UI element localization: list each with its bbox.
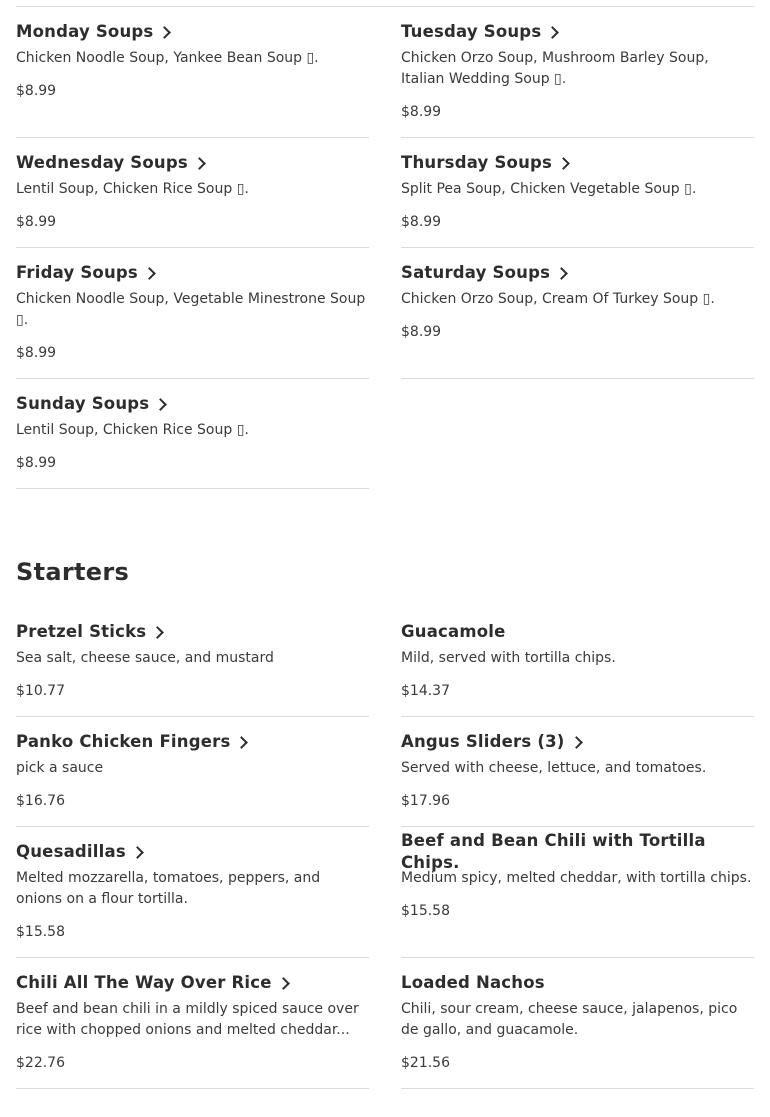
menu-item-angus-sliders[interactable] bbox=[401, 717, 754, 827]
menu-item-price: $16.76 bbox=[16, 793, 65, 809]
menu-item-title[interactable]: Wednesday Soups bbox=[16, 152, 369, 174]
menu-item-description: Chicken Orzo Soup, Mushroom Barley Soup, Italian Wedding Soup ▯. bbox=[401, 50, 709, 87]
menu-item-description: Chili, sour cream, cheese sauce, jalapenos, pico de gallo, and guacamole. bbox=[401, 1001, 738, 1038]
menu-item-saturday-soups[interactable] bbox=[401, 248, 754, 379]
menu-item-description: Split Pea Soup, Chicken Vegetable Soup ▯. bbox=[401, 181, 697, 197]
menu-item-price: $8.99 bbox=[401, 104, 442, 120]
chevron-right-icon bbox=[159, 26, 172, 39]
menu-item-price: $21.56 bbox=[401, 1055, 450, 1071]
menu-item-friday-soups[interactable] bbox=[16, 248, 369, 379]
menu-item-title[interactable]: Thursday Soups bbox=[401, 152, 754, 174]
menu-item-sunday-soups[interactable] bbox=[16, 379, 369, 489]
menu-item-price: $8.99 bbox=[16, 345, 57, 361]
menu-item-pretzel-sticks[interactable] bbox=[16, 607, 369, 717]
menu-item-description: Lentil Soup, Chicken Rice Soup ▯. bbox=[16, 181, 249, 197]
starters-grid bbox=[16, 607, 754, 1089]
menu-item-price: $8.99 bbox=[16, 83, 57, 99]
chevron-right-icon bbox=[546, 26, 559, 39]
menu-item-description: Beef and bean chili in a mildly spiced sauce over rice with chopped onions and melted cheddar... bbox=[16, 1001, 359, 1038]
menu-item-panko-chicken-fingers[interactable] bbox=[16, 717, 369, 827]
menu-item-price: $8.99 bbox=[401, 324, 442, 340]
menu-item-wednesday-soups[interactable] bbox=[16, 138, 369, 248]
menu-item-title[interactable]: Beef and Bean Chili with Tortilla Chips. bbox=[401, 831, 706, 872]
menu-item-title[interactable]: Tuesday Soups bbox=[401, 21, 754, 43]
menu-item-description: Lentil Soup, Chicken Rice Soup ▯. bbox=[16, 422, 249, 438]
menu-item-chili-over-rice[interactable] bbox=[16, 958, 369, 1089]
soups-grid bbox=[16, 6, 754, 489]
menu-item-title[interactable]: Friday Soups bbox=[16, 262, 369, 284]
menu-item-title[interactable]: Pretzel Sticks bbox=[16, 621, 369, 643]
menu-item-price: $8.99 bbox=[16, 214, 57, 230]
menu-item-description: pick a sauce bbox=[16, 760, 104, 776]
menu-item-monday-soups[interactable] bbox=[16, 7, 369, 138]
menu-item-price: $15.58 bbox=[401, 903, 450, 919]
chevron-right-icon bbox=[277, 977, 290, 990]
menu-item-price: $10.77 bbox=[16, 683, 65, 699]
menu-item-tuesday-soups[interactable] bbox=[401, 7, 754, 138]
menu-item-quesadillas[interactable] bbox=[16, 827, 369, 958]
menu-item-title[interactable]: Panko Chicken Fingers bbox=[16, 731, 369, 753]
menu-item-title[interactable]: Loaded Nachos bbox=[401, 973, 545, 992]
menu-item-price: $14.37 bbox=[401, 683, 450, 699]
menu-item-beef-bean-chili[interactable] bbox=[401, 827, 754, 958]
menu-item-description: Sea salt, cheese sauce, and mustard bbox=[16, 650, 274, 666]
menu-item-price: $15.58 bbox=[16, 924, 65, 940]
menu-item-title[interactable]: Quesadillas bbox=[16, 841, 369, 863]
menu-item-title[interactable]: Chili All The Way Over Rice bbox=[16, 972, 369, 994]
chevron-right-icon bbox=[236, 736, 249, 749]
chevron-right-icon bbox=[570, 736, 583, 749]
chevron-right-icon bbox=[151, 626, 164, 639]
chevron-right-icon bbox=[557, 157, 570, 170]
menu-item-price: $22.76 bbox=[16, 1055, 65, 1071]
menu-item-price: $8.99 bbox=[401, 214, 442, 230]
chevron-right-icon bbox=[555, 267, 568, 280]
menu-item-price: $8.99 bbox=[16, 455, 57, 471]
menu-item-title[interactable]: Guacamole bbox=[401, 622, 506, 641]
menu-item-title[interactable]: Saturday Soups bbox=[401, 262, 754, 284]
menu-item-description: Served with cheese, lettuce, and tomatoes. bbox=[401, 760, 707, 776]
section-title-starters: Starters bbox=[16, 558, 130, 586]
menu-item-loaded-nachos[interactable] bbox=[401, 958, 754, 1089]
menu-item-description: Chicken Noodle Soup, Yankee Bean Soup ▯. bbox=[16, 50, 319, 66]
chevron-right-icon bbox=[154, 398, 167, 411]
menu-item-description: Chicken Orzo Soup, Cream Of Turkey Soup ▯. bbox=[401, 291, 715, 307]
menu-item-guacamole[interactable] bbox=[401, 607, 754, 717]
menu-item-title[interactable]: Angus Sliders (3) bbox=[401, 731, 754, 753]
menu-item-price: $17.96 bbox=[401, 793, 450, 809]
menu-item-title[interactable]: Sunday Soups bbox=[16, 393, 369, 415]
chevron-right-icon bbox=[143, 267, 156, 280]
menu-item-description: Chicken Noodle Soup, Vegetable Minestrone Soup ▯. bbox=[16, 291, 366, 328]
menu-item-title[interactable]: Monday Soups bbox=[16, 21, 369, 43]
menu-item-description: Mild, served with tortilla chips. bbox=[401, 650, 616, 666]
menu-item-description: Medium spicy, melted cheddar, with tortilla chips. bbox=[401, 870, 752, 886]
chevron-right-icon bbox=[193, 157, 206, 170]
menu-item-description: Melted mozzarella, tomatoes, peppers, and onions on a flour tortilla. bbox=[16, 870, 321, 907]
chevron-right-icon bbox=[131, 846, 144, 859]
menu-item-thursday-soups[interactable] bbox=[401, 138, 754, 248]
